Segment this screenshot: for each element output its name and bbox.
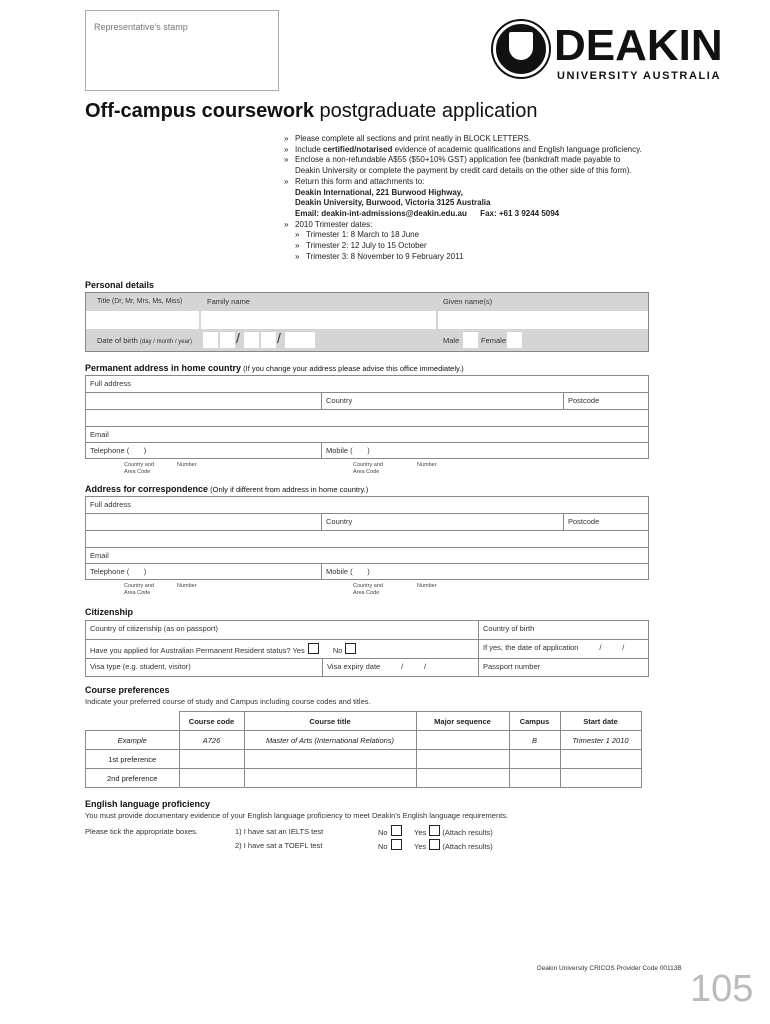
logo-subtitle: UNIVERSITY AUSTRALIA [557, 70, 722, 82]
ielts-no: No [378, 825, 402, 837]
instruction-item: » Include certified/notarised evidence of academic qualifications and English language proficiency. [284, 145, 684, 156]
dob-slash: / [277, 330, 281, 346]
female-checkbox[interactable] [507, 332, 522, 348]
pref1-course-title[interactable] [244, 750, 416, 769]
tick-instruction: Please tick the appropriate boxes. [85, 827, 198, 836]
corr-mobile-field[interactable]: Mobile ( ) [321, 563, 649, 580]
page-title: Off-campus coursework postgraduate application [85, 100, 538, 122]
first-preference-row [86, 750, 642, 769]
corr-full-address-label-row: Full address [85, 496, 649, 514]
col-campus: Campus [509, 712, 560, 731]
ielts-no-checkbox[interactable] [391, 825, 402, 836]
corr-tel-country-hint: Country and Area Code [124, 583, 154, 596]
passport-number-field[interactable]: Passport number [478, 658, 649, 677]
corr-email-field[interactable]: Email [85, 547, 649, 564]
instruction-item: Deakin University or complete the payment by credit card details on the other side of this form). [295, 166, 632, 176]
perm-postcode-field[interactable]: Postcode [563, 392, 649, 410]
correspondence-address-heading: Address for correspondence (Only if different from address in home country.) [85, 484, 369, 494]
return-address-line: Deakin International, 221 Burwood Highway, [295, 187, 463, 197]
pref2-start-date[interactable] [560, 769, 641, 788]
instruction-item: » 2010 Trimester dates: [284, 220, 684, 231]
toefl-yes-checkbox[interactable] [429, 839, 440, 850]
pr-status-row: Have you applied for Australian Permanent Resident status? Yes No [85, 639, 479, 659]
dob-year-2[interactable] [300, 332, 315, 348]
pref2-course-code[interactable] [179, 769, 244, 788]
corr-address-line[interactable] [85, 513, 322, 531]
pref1-start-date[interactable] [560, 750, 641, 769]
col-course-title: Course title [244, 712, 416, 731]
pref1-course-code[interactable] [179, 750, 244, 769]
dob-day-1[interactable] [203, 332, 218, 348]
dob-slash: / [236, 330, 240, 346]
course-preferences-heading: Course preferences [85, 685, 170, 695]
stamp-label: Representative's stamp [94, 22, 188, 32]
perm-tel-country-hint: Country and Area Code [124, 462, 154, 475]
pr-application-date-field[interactable]: If yes, the date of application / / [478, 639, 649, 659]
perm-telephone-field[interactable]: Telephone ( ) [85, 442, 322, 459]
permanent-address-heading: Permanent address in home country (If you change your address please advise this office immediately.) [85, 363, 464, 373]
corr-mob-number-hint: Number [417, 583, 437, 589]
male-checkbox[interactable] [463, 332, 478, 348]
cricos-provider-code: Deakin University CRICOS Provider Code 00113B [537, 965, 682, 972]
personal-details-heading: Personal details [85, 280, 155, 290]
family-name-label: Family name [207, 297, 250, 306]
citizenship-heading: Citizenship [85, 607, 134, 617]
pref2-major[interactable] [416, 769, 509, 788]
example-major [416, 731, 509, 750]
perm-mob-country-hint: Country and Area Code [353, 462, 383, 475]
return-contact-line: Email: deakin-int-admissions@deakin.edu.au Fax: +61 3 9244 5094 [295, 208, 560, 218]
second-preference-row [86, 769, 642, 788]
pref2-campus[interactable] [509, 769, 560, 788]
ielts-yes-checkbox[interactable] [429, 825, 440, 836]
title-field[interactable] [86, 311, 199, 329]
representative-stamp-box [85, 10, 279, 91]
toefl-no-checkbox[interactable] [391, 839, 402, 850]
first-preference-label: 1st preference [86, 750, 180, 769]
dob-label: Date of birth (day / month / year) [97, 336, 192, 345]
logo-wordmark: DEAKIN [554, 21, 723, 70]
dob-year-1[interactable] [285, 332, 300, 348]
table-corner [86, 712, 180, 731]
course-preferences-table [85, 711, 642, 788]
toefl-yes: Yes (Attach results) [414, 839, 493, 851]
dob-month-1[interactable] [244, 332, 259, 348]
pr-no-checkbox[interactable] [345, 643, 356, 654]
example-course-title: Master of Arts (International Relations) [244, 731, 416, 750]
corr-tel-number-hint: Number [177, 583, 197, 589]
example-label: Example [86, 731, 180, 750]
male-label: Male [443, 336, 460, 345]
title-label: Title (Dr, Mr, Mrs, Ms, Miss) [97, 298, 183, 305]
example-start-date: Trimester 1 2010 [560, 731, 641, 750]
female-label: Female [481, 336, 507, 345]
instruction-item: » Please complete all sections and print neatly in BLOCK LETTERS. [284, 134, 684, 145]
example-row [86, 731, 642, 750]
corr-country-field[interactable]: Country [321, 513, 564, 531]
second-preference-label: 2nd preference [86, 769, 180, 788]
ielts-question: 1) I have sat an IELTS test [235, 827, 324, 836]
dob-month-2[interactable] [261, 332, 276, 348]
instructions-list [284, 134, 684, 262]
col-course-code: Course code [179, 712, 244, 731]
course-preferences-intro: Indicate your preferred course of study and Campus including course codes and titles. [85, 697, 371, 706]
pref1-campus[interactable] [509, 750, 560, 769]
perm-mobile-field[interactable]: Mobile ( ) [321, 442, 649, 459]
corr-postcode-field[interactable]: Postcode [563, 513, 649, 531]
return-address-line: Deakin University, Burwood, Victoria 3125 Australia [295, 198, 491, 208]
page-number: 105 [690, 968, 754, 1010]
col-major-sequence: Major sequence [416, 712, 509, 731]
toefl-question: 2) I have sat a TOEFL test [235, 841, 323, 850]
pref2-course-title[interactable] [244, 769, 416, 788]
example-course-code: A726 [179, 731, 244, 750]
perm-tel-number-hint: Number [177, 462, 197, 468]
visa-expiry-field[interactable]: Visa expiry date / / [322, 658, 479, 677]
given-names-field[interactable] [438, 311, 648, 329]
english-proficiency-heading: English language proficiency [85, 799, 211, 809]
instruction-item: » Enclose a non-refundable A$55 ($50+10% GST) application fee (bankdraft made payable to [284, 155, 684, 166]
instruction-item: » Return this form and attachments to: [284, 177, 684, 188]
corr-telephone-field[interactable]: Telephone ( ) [85, 563, 322, 580]
perm-full-address-label-row: Full address [85, 375, 649, 393]
visa-type-field[interactable]: Visa type (e.g. student, visitor) [85, 658, 323, 677]
perm-mob-number-hint: Number [417, 462, 437, 468]
ielts-yes: Yes (Attach results) [414, 825, 493, 837]
family-name-field[interactable] [201, 311, 436, 329]
trimester-date: » Trimester 1: 8 March to 18 June [284, 230, 684, 241]
col-start-date: Start date [560, 712, 641, 731]
example-campus: B [509, 731, 560, 750]
perm-address-line-2[interactable] [85, 409, 649, 427]
given-names-label: Given name(s) [443, 297, 493, 306]
perm-country-field[interactable]: Country [321, 392, 564, 410]
english-intro: You must provide documentary evidence of your English language proficiency to meet Deakin's English language requirements. [85, 811, 509, 820]
perm-address-line[interactable] [85, 392, 322, 410]
corr-address-line-2[interactable] [85, 530, 649, 548]
dob-day-2[interactable] [220, 332, 235, 348]
country-birth-field[interactable]: Country of birth [478, 620, 649, 640]
toefl-no: No [378, 839, 402, 851]
deakin-logo-emblem [493, 21, 549, 77]
trimester-date: » Trimester 2: 12 July to 15 October [284, 241, 684, 252]
perm-email-field[interactable]: Email [85, 426, 649, 443]
pref1-major[interactable] [416, 750, 509, 769]
country-citizenship-field[interactable]: Country of citizenship (as on passport) [85, 620, 479, 640]
pr-yes-checkbox[interactable] [308, 643, 319, 654]
trimester-date: » Trimester 3: 8 November to 9 February 2011 [284, 252, 684, 263]
corr-mob-country-hint: Country and Area Code [353, 583, 383, 596]
